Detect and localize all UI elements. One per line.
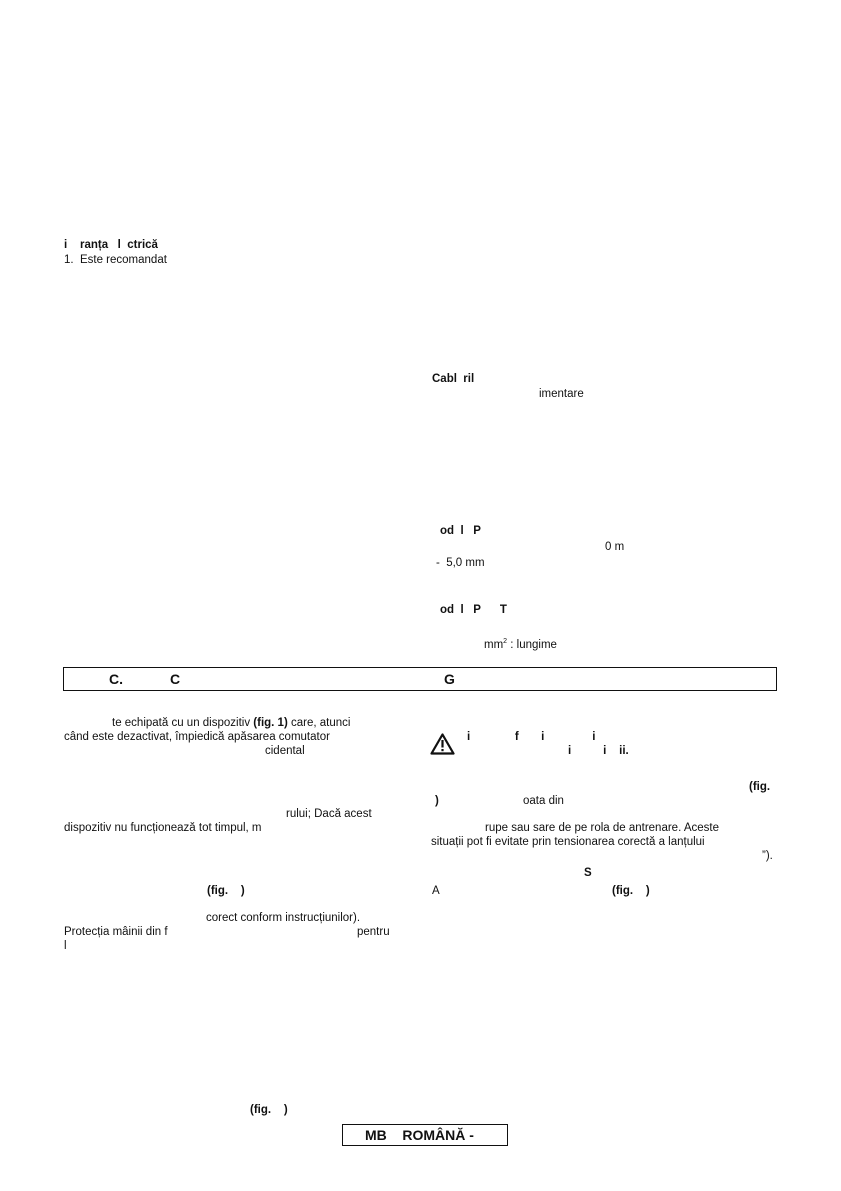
warning-text-line-2: i i ii.: [568, 745, 629, 757]
chain-figure-reference: (fig.: [749, 781, 771, 793]
recommendation-item-1: 1. Este recomandat: [64, 254, 167, 266]
hand-guard-line-2a: Protecția mâinii din f: [64, 926, 168, 938]
device-paragraph-line-2: când este dezactivat, împiedică apăsarea comutator: [64, 731, 330, 743]
chain-text-line-3: rupe sau sare de pe rola de antrenare. Aceste: [485, 822, 719, 834]
model-1-section: - 5,0 mm: [436, 557, 485, 569]
device-check-line-1: rului; Dacă acest: [286, 808, 372, 820]
section-title-right: G: [444, 671, 455, 687]
chain-text-line-5: ”).: [762, 850, 773, 862]
cable-heading: Cabl ril: [432, 373, 475, 385]
chain-text-line-2: oata din: [523, 795, 564, 807]
figure-reference: (fig. ): [207, 885, 245, 897]
model-1-text: 0 m: [605, 541, 625, 553]
warning-text-line-1: i f i i: [467, 731, 596, 743]
electrical-safety-heading: i ranța l ctrică: [64, 239, 158, 251]
device-check-line-2: dispozitiv nu funcționează tot timpul, m: [64, 822, 262, 834]
right-figure-reference: (fig. ): [612, 885, 650, 897]
figure-reference-bottom: (fig. ): [250, 1104, 288, 1116]
model-1-heading: od l P: [440, 525, 481, 537]
section-title-left: C: [170, 671, 181, 687]
cable-text: imentare: [539, 388, 584, 400]
subheading-s: S: [584, 867, 592, 879]
model-2-text: $mm^2$ : lungime: [484, 638, 557, 651]
footer-label: MB ROMÂNĂ -: [365, 1127, 474, 1143]
model-2-heading: od l P T: [440, 604, 507, 616]
section-header-bar: [63, 667, 777, 691]
device-paragraph-line-3: cidental: [265, 745, 305, 757]
hand-guard-line-2b: pentru: [357, 926, 390, 938]
hand-guard-line-3: l: [64, 940, 67, 952]
section-number: C.: [109, 671, 123, 687]
page-footer: [342, 1124, 508, 1146]
hand-guard-line-1: corect conform instrucțiunilor).: [206, 912, 361, 924]
paragraph-start-a: A: [432, 885, 440, 897]
chain-text-line-4: situații pot fi evitate prin tensionarea corectă a lanțului: [431, 836, 705, 848]
device-paragraph-line-1: te echipată cu un dispozitiv (fig. 1) care, atunci: [112, 717, 351, 729]
warning-triangle-icon: [430, 733, 455, 755]
chain-figure-reference-end: ): [435, 795, 439, 807]
